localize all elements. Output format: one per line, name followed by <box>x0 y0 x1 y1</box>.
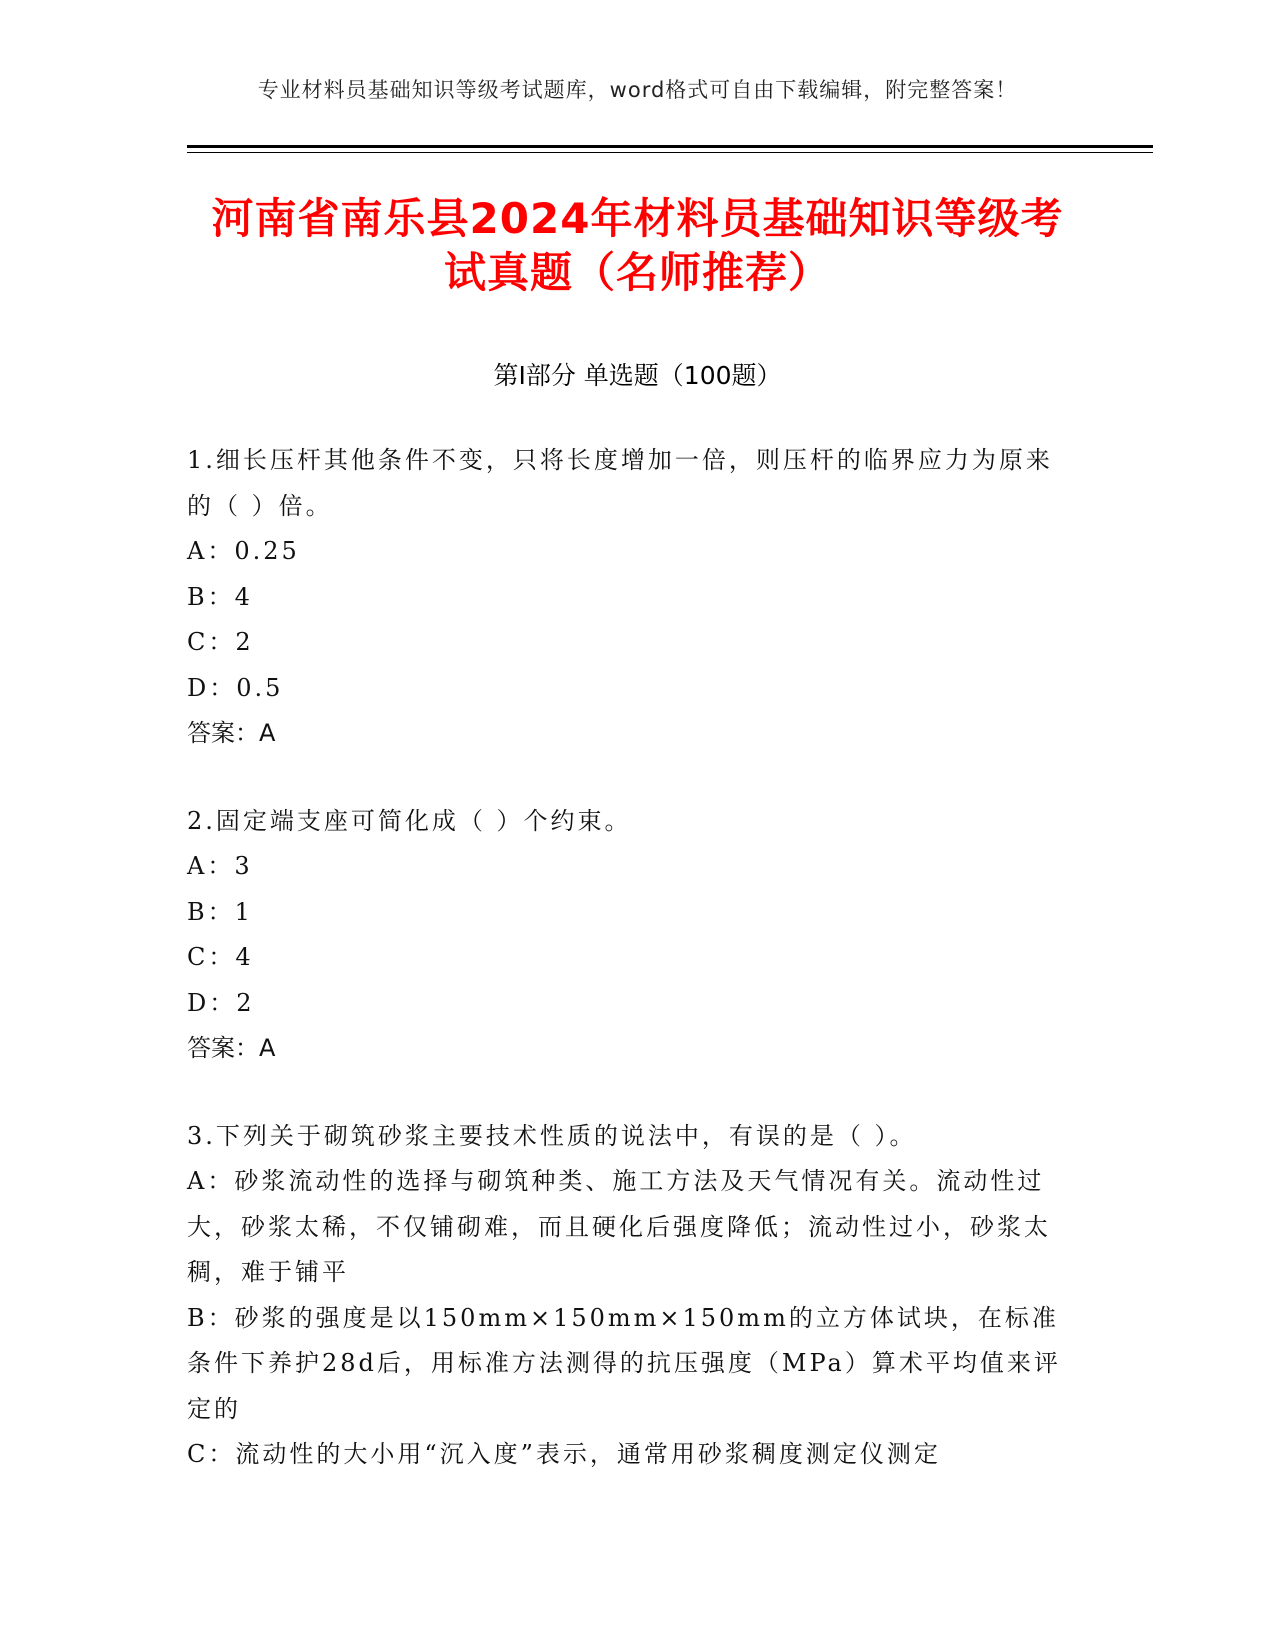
header-divider-thick <box>187 145 1153 148</box>
option-c: C：4 <box>187 943 254 971</box>
option-d: D：2 <box>187 988 255 1017</box>
section-title: 第Ⅰ部分 单选题（100题） <box>493 361 782 390</box>
question-stem: 3.下列关于砌筑砂浆主要技术性质的说法中，有误的是（ ）。 <box>187 1121 917 1150</box>
answer: 答案：A <box>187 719 276 747</box>
option-a: A：0.25 <box>187 537 300 565</box>
question-list <box>187 438 1067 1520</box>
document-title-line-1: 河南省南乐县2024年材料员基础知识等级考 <box>211 194 1064 243</box>
question-3 <box>187 1114 1067 1478</box>
option-b: B：4 <box>187 582 253 611</box>
document-title <box>170 192 1105 300</box>
question-1 <box>187 438 1067 757</box>
option-a: A：3 <box>187 852 253 880</box>
question-2 <box>187 799 1067 1072</box>
question-stem: 1.细长压杆其他条件不变，只将长度增加一倍，则压杆的临界应力为原来的（ ）倍。 <box>187 446 1053 520</box>
option-b: B：1 <box>187 897 253 926</box>
option-a: A：砂浆流动性的选择与砌筑种类、施工方法及天气情况有关。流动性过大，砂浆太稀，不仅铺砌难，而且硬化后强度降低；流动性过小，砂浆太稠，难于铺平 <box>187 1167 1051 1286</box>
document-title-line-2: 试真题（名师推荐） <box>443 248 831 297</box>
header-note: 专业材料员基础知识等级考试题库，word格式可自由下载编辑，附完整答案！ <box>257 78 1018 102</box>
answer: 答案：A <box>187 1034 276 1062</box>
option-c: C：2 <box>187 628 254 656</box>
option-c: C：流动性的大小用“沉入度”表示，通常用砂浆稠度测定仪测定 <box>187 1440 941 1468</box>
question-stem: 2.固定端支座可简化成（ ）个约束。 <box>187 806 632 835</box>
option-d: D：0.5 <box>187 673 284 702</box>
header-divider-thin <box>187 152 1153 153</box>
option-b: B：砂浆的强度是以150mm×150mm×150mm的立方体试块，在标准条件下养护28d后，用标准方法测得的抗压强度（MPa）算术平均值来评定的 <box>187 1303 1061 1423</box>
